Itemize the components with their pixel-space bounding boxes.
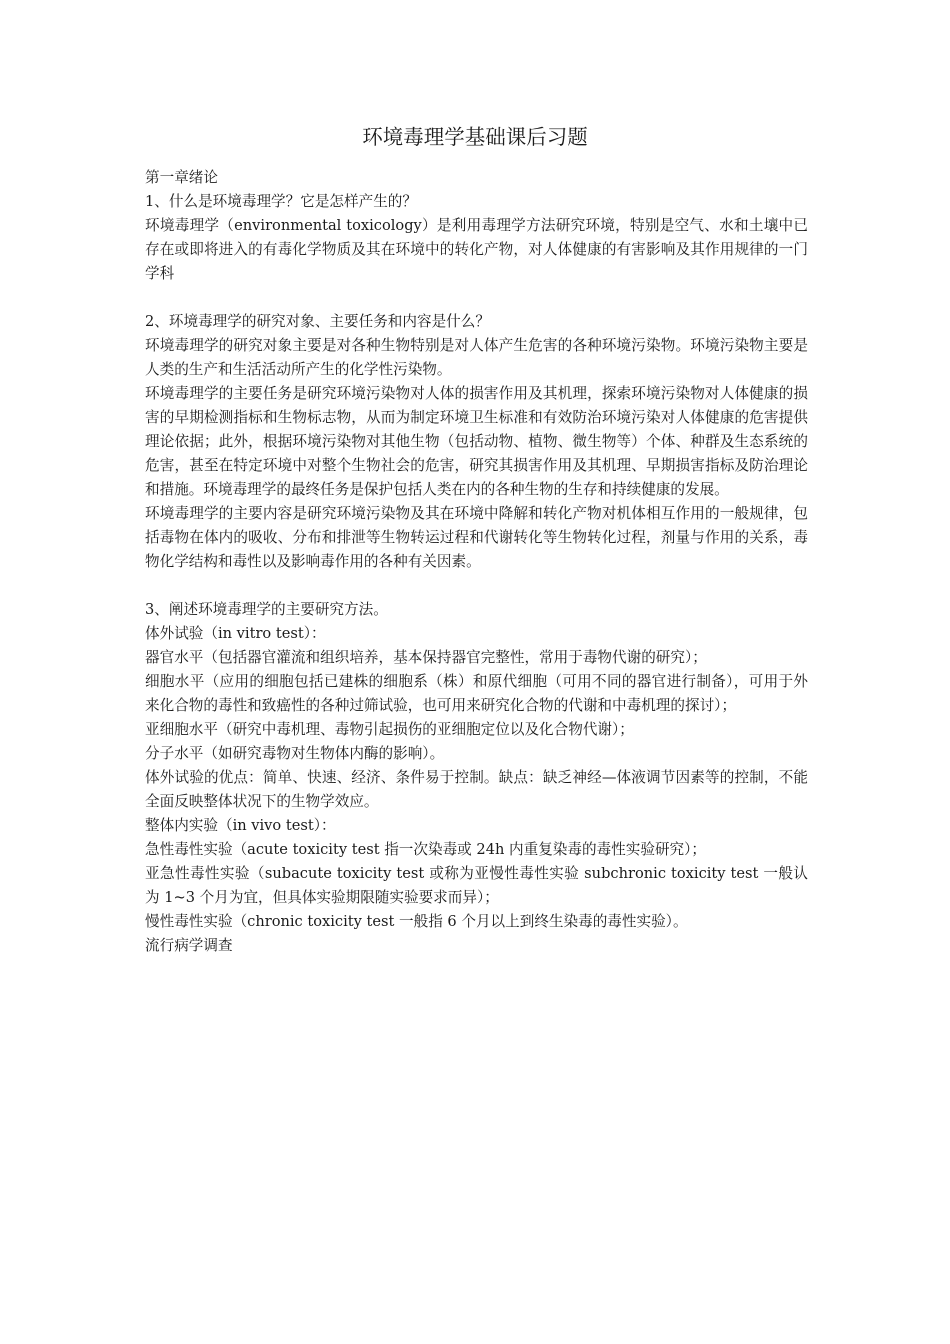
method-line: 急性毒性实验（acute toxicity test 指一次染毒或 24h 内重复染毒的毒性实验研究）； xyxy=(145,841,707,858)
chapter-heading: 第一章绪论 xyxy=(145,169,218,186)
method-line: 体外试验（in vitro test）： xyxy=(145,625,326,642)
method-line: 整体内实验（in vivo test）： xyxy=(145,817,336,834)
method-line: 器官水平（包括器官灌流和组织培养，基本保持器官完整性，常用于毒物代谢的研究）； xyxy=(145,649,707,666)
method-line: 细胞水平（应用的细胞包括已建株的细胞系（株）和原代细胞（可用不同的器官进行制备），可用于外来化合物的毒性和致癌性的各种过筛试验，也可用来研究化合物的代谢和中毒机理的探讨）； xyxy=(145,673,808,714)
method-line: 分子水平（如研究毒物对生物体内酶的影响）。 xyxy=(145,745,445,762)
document-title: 环境毒理学基础课后习题 xyxy=(362,125,588,149)
document-body xyxy=(145,166,808,958)
method-line: 亚急性毒性实验（subacute toxicity test 或称为亚慢性毒性实验 subchronic toxicity test 一般认为 1~3 个月为宜，但具体实验期限随实验要求而异）； xyxy=(145,865,808,906)
question-2: 2、环境毒理学的研究对象、主要任务和内容是什么？ xyxy=(145,313,490,330)
answer-1: 环境毒理学（environmental toxicology）是利用毒理学方法研究环境，特别是空气、水和土壤中已存在或即将进入的有毒化学物质及其在环境中的转化产物，对人体健康的有害影响及其作用规律的一门学科 xyxy=(145,217,808,282)
answer-2-content: 环境毒理学的主要内容是研究环境污染物及其在环境中降解和转化产物对机体相互作用的一般规律，包括毒物在体内的吸收、分布和排泄等生物转运过程和代谢转化等生物转化过程，剂量与作用的关系，毒物化学结构和毒性以及影响毒作用的各种有关因素。 xyxy=(145,505,808,570)
method-line: 体外试验的优点：简单、快速、经济、条件易于控制。缺点：缺乏神经—体液调节因素等的控制，不能全面反映整体状况下的生物学效应。 xyxy=(145,769,808,810)
method-line: 亚细胞水平（研究中毒机理、毒物引起损伤的亚细胞定位以及化合物代谢）； xyxy=(145,721,634,738)
paragraph-gap xyxy=(145,574,808,598)
paragraph-gap xyxy=(145,286,808,310)
answer-2-object: 环境毒理学的研究对象主要是对各种生物特别是对人体产生危害的各种环境污染物。环境污染物主要是人类的生产和生活活动所产生的化学性污染物。 xyxy=(145,337,808,378)
method-line: 慢性毒性实验（chronic toxicity test 一般指 6 个月以上到终生染毒的毒性实验）。 xyxy=(145,913,688,930)
answer-2-task: 环境毒理学的主要任务是研究环境污染物对人体的损害作用及其机理，探索环境污染物对人体健康的损害的早期检测指标和生物标志物，从而为制定环境卫生标准和有效防治环境污染对人体健康的危害提供理论依据；此外，根据环境污染物对其他生物（包括动物、植物、微生物等）个体、种群及生态系统的危害，甚至在特定环境中对整个生物社会的危害，研究其损害作用及其机理、早期损害指标及防治理论和措施。环境毒理学的最终任务是保护包括人类在内的各种生物的生存和持续健康的发展。 xyxy=(145,385,808,498)
question-1: 1、什么是环境毒理学？它是怎样产生的？ xyxy=(145,193,417,210)
method-line: 流行病学调查 xyxy=(145,937,233,954)
question-3: 3、阐述环境毒理学的主要研究方法。 xyxy=(145,601,388,618)
